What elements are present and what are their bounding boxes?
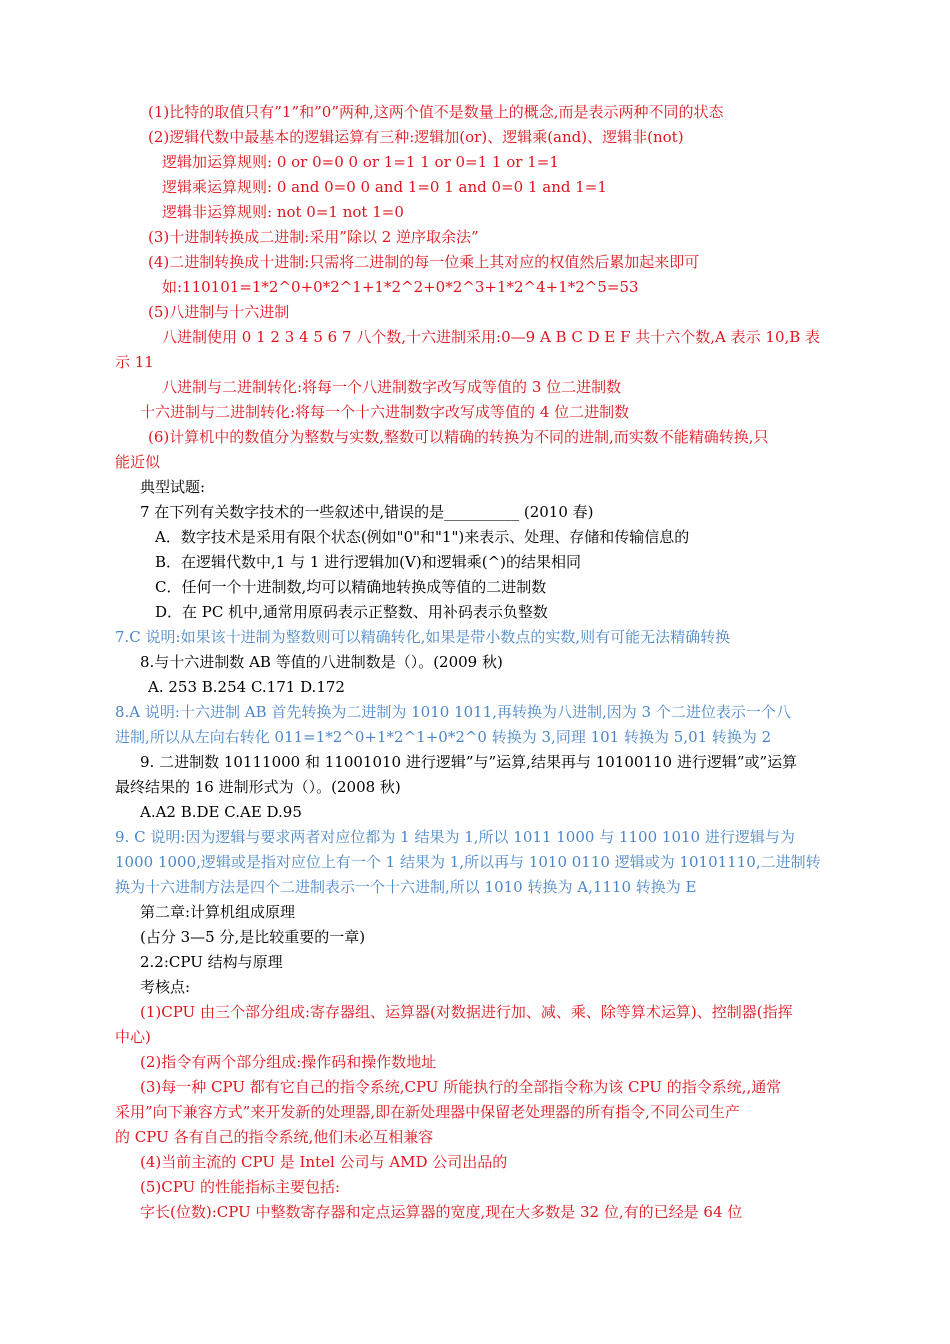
question-9: 9. 二进制数 10111000 和 11001010 进行逻辑”与”运算,结果再与 10100110 进行逻辑”或”运算 xyxy=(140,753,798,771)
section-2-2-title: 2.2:CPU 结构与原理 xyxy=(140,953,283,971)
question-9-options: A.A2 B.DE C.AE D.95 xyxy=(140,803,302,821)
hex-bin-conversion: 十六进制与二进制转化:将每一个十六进制数字改写成等值的 4 位二进制数 xyxy=(140,403,630,421)
point-2-logic-ops: (2)逻辑代数中最基本的逻辑运算有三种:逻辑加(or)、逻辑乘(and)、逻辑非(not) xyxy=(148,128,684,146)
chapter-2-title: 第二章:计算机组成原理 xyxy=(140,903,296,921)
point-1-bit-values: (1)比特的取值只有”1”和”0”两种,这两个值不是数量上的概念,而是表示两种不同的状态 xyxy=(148,103,724,121)
point-5-oct-hex: (5)八进制与十六进制 xyxy=(148,303,290,321)
question-8-options: A. 253 B.254 C.171 D.172 xyxy=(148,678,345,696)
question-8: 8.与十六进制数 AB 等值的八进制数是（）。(2009 秋) xyxy=(140,653,503,671)
answer-9-cont-2: 换为十六进制方法是四个二进制表示一个十六进制,所以 1010 转换为 A,1110 转换为 E xyxy=(115,878,697,896)
question-7-option-b: B．在逻辑代数中,1 与 1 进行逻辑加(V)和逻辑乘(^)的结果相同 xyxy=(155,553,581,571)
question-7-option-a: A．数字技术是采用有限个状态(例如"0"和"1")来表示、处理、存储和传输信息的 xyxy=(155,528,690,546)
cpu-point-1: (1)CPU 由三个部分组成:寄存器组、运算器(对数据进行加、减、乘、除等算术运算)、控制器(指挥 xyxy=(140,1003,793,1021)
cpu-point-3-cont-2: 的 CPU 各有自己的指令系统,他们未必互相兼容 xyxy=(115,1128,434,1146)
rule-and: 逻辑乘运算规则: 0 and 0=0 0 and 1=0 1 and 0=0 1 and 1=1 xyxy=(162,178,607,196)
oct-hex-digits-cont: 示 11 xyxy=(115,353,154,371)
point-6-cont: 能近似 xyxy=(115,453,161,471)
answer-9-cont-1: 1000 1000,逻辑或是指对应位上有一个 1 结果为 1,所以再与 1010 0110 逻辑或为 10101110,二进制转 xyxy=(115,853,821,871)
question-7-option-d: D．在 PC 机中,通常用原码表示正整数、用补码表示负整数 xyxy=(155,603,548,621)
cpu-word-length: 字长(位数):CPU 中整数寄存器和定点运算器的宽度,现在大多数是 32 位,有的已经是 64 位 xyxy=(140,1203,743,1221)
example-110101: 如:110101=1*2^0+0*2^1+1*2^2+0*2^3+1*2^4+1*2^5=53 xyxy=(162,278,639,296)
point-4-bin-to-dec: (4)二进制转换成十进制:只需将二进制的每一位乘上其对应的权值然后累加起来即可 xyxy=(148,253,700,271)
question-9-cont: 最终结果的 16 进制形式为（）。(2008 秋) xyxy=(115,778,401,796)
cpu-point-3-cont-1: 采用”向下兼容方式”来开发新的处理器,即在新处理器中保留老处理器的所有指令,不同公司生产 xyxy=(115,1103,740,1121)
rule-not: 逻辑非运算规则: not 0=1 not 1=0 xyxy=(162,203,404,221)
cpu-point-2: (2)指令有两个部分组成:操作码和操作数地址 xyxy=(140,1053,437,1071)
point-6-int-real: (6)计算机中的数值分为整数与实数,整数可以精确的转换为不同的进制,而实数不能精确转换,只 xyxy=(148,428,769,446)
rule-or: 逻辑加运算规则: 0 or 0=0 0 or 1=1 1 or 0=1 1 or 1=1 xyxy=(162,153,559,171)
answer-8: 8.A 说明:十六进制 AB 首先转换为二进制为 1010 1011,再转换为八进制,因为 3 个二进位表示一个八 xyxy=(115,703,791,721)
chapter-2-weight: (占分 3—5 分,是比较重要的一章) xyxy=(140,928,366,946)
point-3-dec-to-bin: (3)十进制转换成二进制:采用”除以 2 逆序取余法” xyxy=(148,228,479,246)
key-points-heading: 考核点: xyxy=(140,978,191,996)
cpu-point-1-cont: 中心) xyxy=(115,1028,151,1046)
typical-questions-heading: 典型试题: xyxy=(140,478,206,496)
answer-8-cont: 进制,所以从左向右转化 011=1*2^0+1*2^1+0*2^0 转换为 3,同理 101 转换为 5,01 转换为 2 xyxy=(115,728,772,746)
question-7: 7 在下列有关数字技术的一些叙述中,错误的是__________ (2010 春) xyxy=(140,503,594,521)
oct-bin-conversion: 八进制与二进制转化:将每一个八进制数字改写成等值的 3 位二进制数 xyxy=(162,378,622,396)
question-7-option-c: C．任何一个十进制数,均可以精确地转换成等值的二进制数 xyxy=(155,578,547,596)
cpu-point-5: (5)CPU 的性能指标主要包括: xyxy=(140,1178,341,1196)
answer-9: 9. C 说明:因为逻辑与要求两者对应位都为 1 结果为 1,所以 1011 1000 与 1100 1010 进行逻辑与为 xyxy=(115,828,795,846)
cpu-point-3: (3)每一种 CPU 都有它自己的指令系统,CPU 所能执行的全部指令称为该 CPU 的指令系统,,通常 xyxy=(140,1078,782,1096)
answer-7: 7.C 说明:如果该十进制为整数则可以精确转化,如果是带小数点的实数,则有可能无法精确转换 xyxy=(115,628,731,646)
cpu-point-4: (4)当前主流的 CPU 是 Intel 公司与 AMD 公司出品的 xyxy=(140,1153,508,1171)
oct-hex-digits: 八进制使用 0 1 2 3 4 5 6 7 八个数,十六进制采用:0—9 A B C D E F 共十六个数,A 表示 10,B 表 xyxy=(162,328,821,346)
